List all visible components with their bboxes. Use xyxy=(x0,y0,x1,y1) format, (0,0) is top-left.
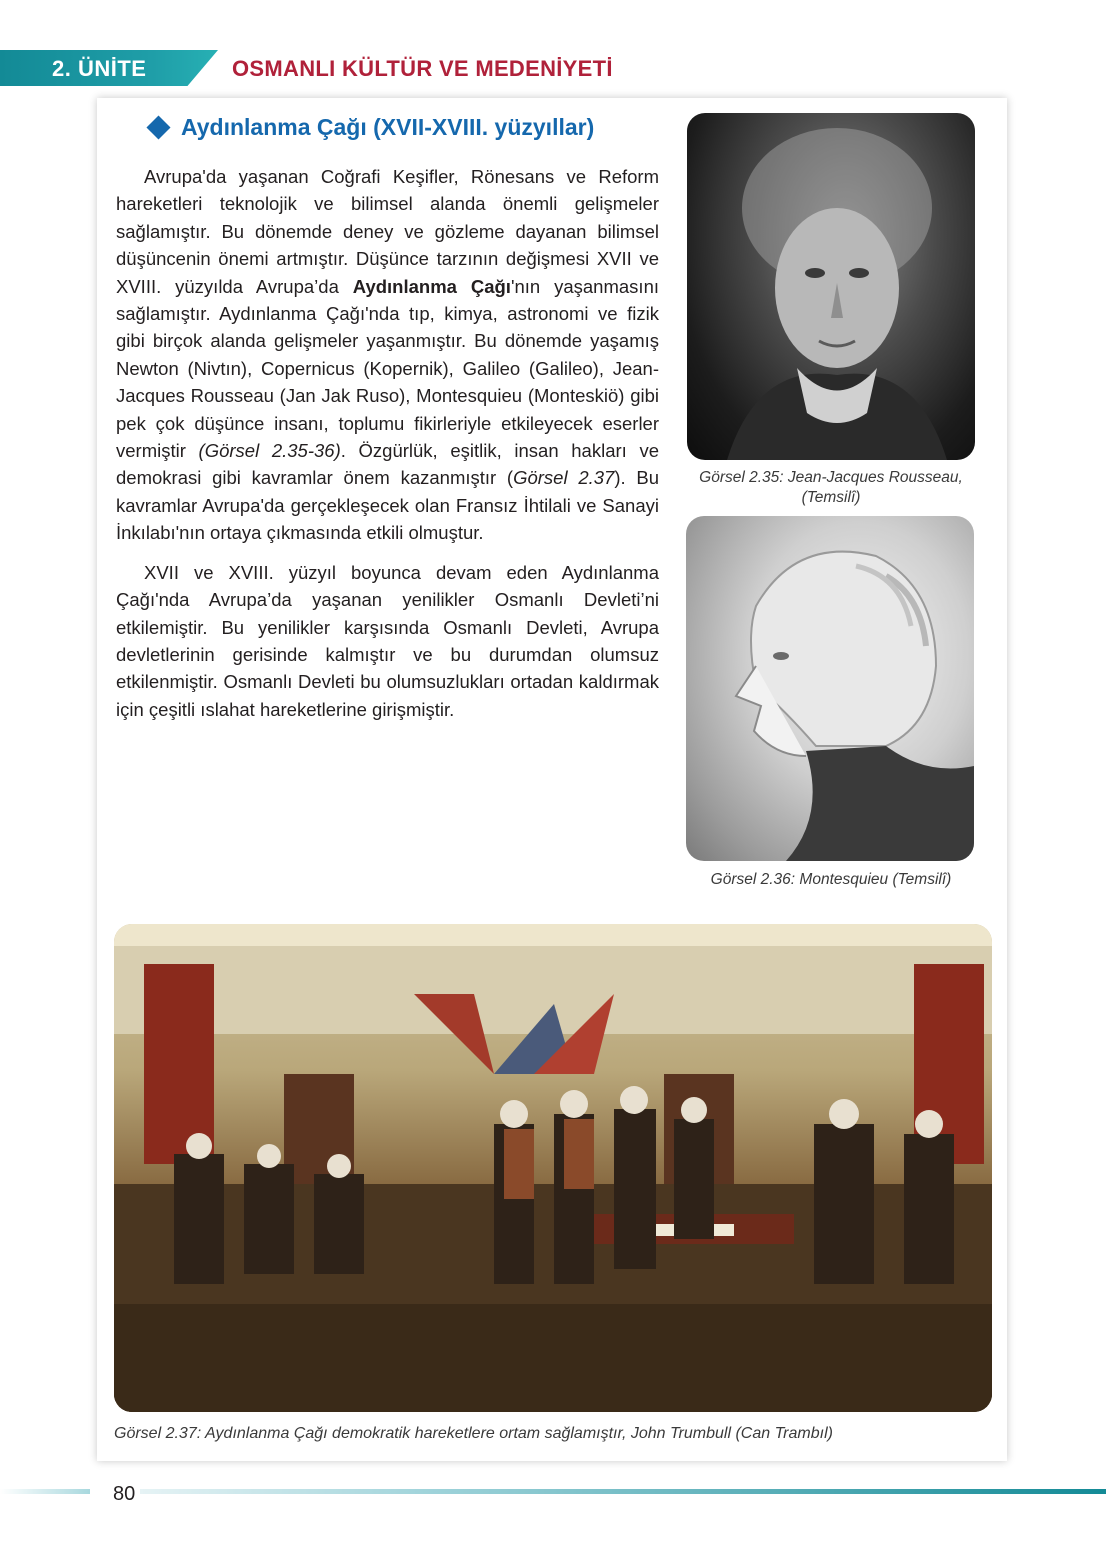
painting-drawing xyxy=(114,924,992,1412)
figure-caption: Görsel 2.35: Jean-Jacques Rousseau, (Temsilî) xyxy=(699,469,963,506)
rousseau-portrait xyxy=(687,113,975,460)
diamond-bullet-icon xyxy=(146,115,170,139)
section-title: Aydınlanma Çağı (XVII-XVIII. yüzyıllar) xyxy=(181,113,595,140)
page-number: 80 xyxy=(113,1483,136,1505)
paragraph-1-bold-term: Aydınlanma Çağı xyxy=(352,275,511,297)
unit-title: OSMANLI KÜLTÜR VE MEDENİYETİ xyxy=(232,56,613,81)
footer-rule-left xyxy=(0,1489,90,1494)
paragraph-1 xyxy=(116,163,659,547)
body-text xyxy=(116,163,659,723)
paragraph-1-text-b: 'nın yaşanmasını sağlamıştır. Aydınlanma Çağı'nda tıp, kimya, astronomi ve fizik gibi birçok alanda gelişmeler yaşanmıştır. Bu dönemde yaşamış Newton (Nivtın), Copernicus (Kopernik), Galileo (Galileo), Jean-Jacques Rousseau (Jan Jak Ruso), Montesquieu (Monteskiö) gibi pek çok düşünce insanı, toplumu fikirleriyle etkileyecek eserler vermiştir xyxy=(116,275,659,462)
footer-rule xyxy=(140,1489,1106,1494)
paragraph-1-text-a: Avrupa'da yaşanan Coğrafi Keşifler, Rönesans ve Reform hareketleri teknolojik ve bilimsel alanda önemli gelişmeler sağlamıştır. Bu dönemde deney ve gözleme dayanan bilimsel düşüncenin önemi artmıştır. Düşünce tarzının değişmesi XVII ve XVIII. yüzyılda Avrupa’da xyxy=(116,166,659,297)
montesquieu-portrait-drawing xyxy=(686,516,974,861)
section-heading xyxy=(146,110,594,144)
paragraph-1-text-c: . Özgürlük, eşitlik, insan hakları ve demokrasi gibi kavramlar önem kazanmıştır ( xyxy=(116,440,659,489)
figure-reference: Görsel 2.37 xyxy=(513,467,615,489)
montesquieu-portrait xyxy=(686,516,974,861)
trumbull-painting xyxy=(114,924,992,1412)
figure-reference: (Görsel 2.35-36) xyxy=(198,440,341,462)
paragraph-1-text-d: ). Bu kavramlar Avrupa'da gerçekleşecek olan Fransız İhtilali ve Sanayi İnkılabı'nın ortaya çıkmasında etkili olmuştur. xyxy=(116,467,659,544)
figure-caption: Görsel 2.36: Montesquieu (Temsilî) xyxy=(710,871,952,888)
rousseau-portrait-drawing xyxy=(687,113,975,460)
paragraph-2: XVII ve XVIII. yüzyıl boyunca devam eden Aydınlanma Çağı'nda Avrupa’da yaşanan yenilikler Osmanlı Devleti’ni etkilemiştir. Bu yenilikler karşısında Osmanlı Devleti, Avrupa devletlerinin gerisinde kalmıştır ve bu durumdan olumsuz etkilenmiştir. Osmanlı Devleti bu olumsuzlukları ortadan kaldırmak için çeşitli ıslahat hareketlerine girişmiştir. xyxy=(116,561,659,720)
figure-caption: Görsel 2.37: Aydınlanma Çağı demokratik hareketlere ortam sağlamıştır, John Trumbull (Can Trambıl) xyxy=(114,1425,833,1442)
unit-label: 2. ÜNİTE xyxy=(52,56,147,81)
